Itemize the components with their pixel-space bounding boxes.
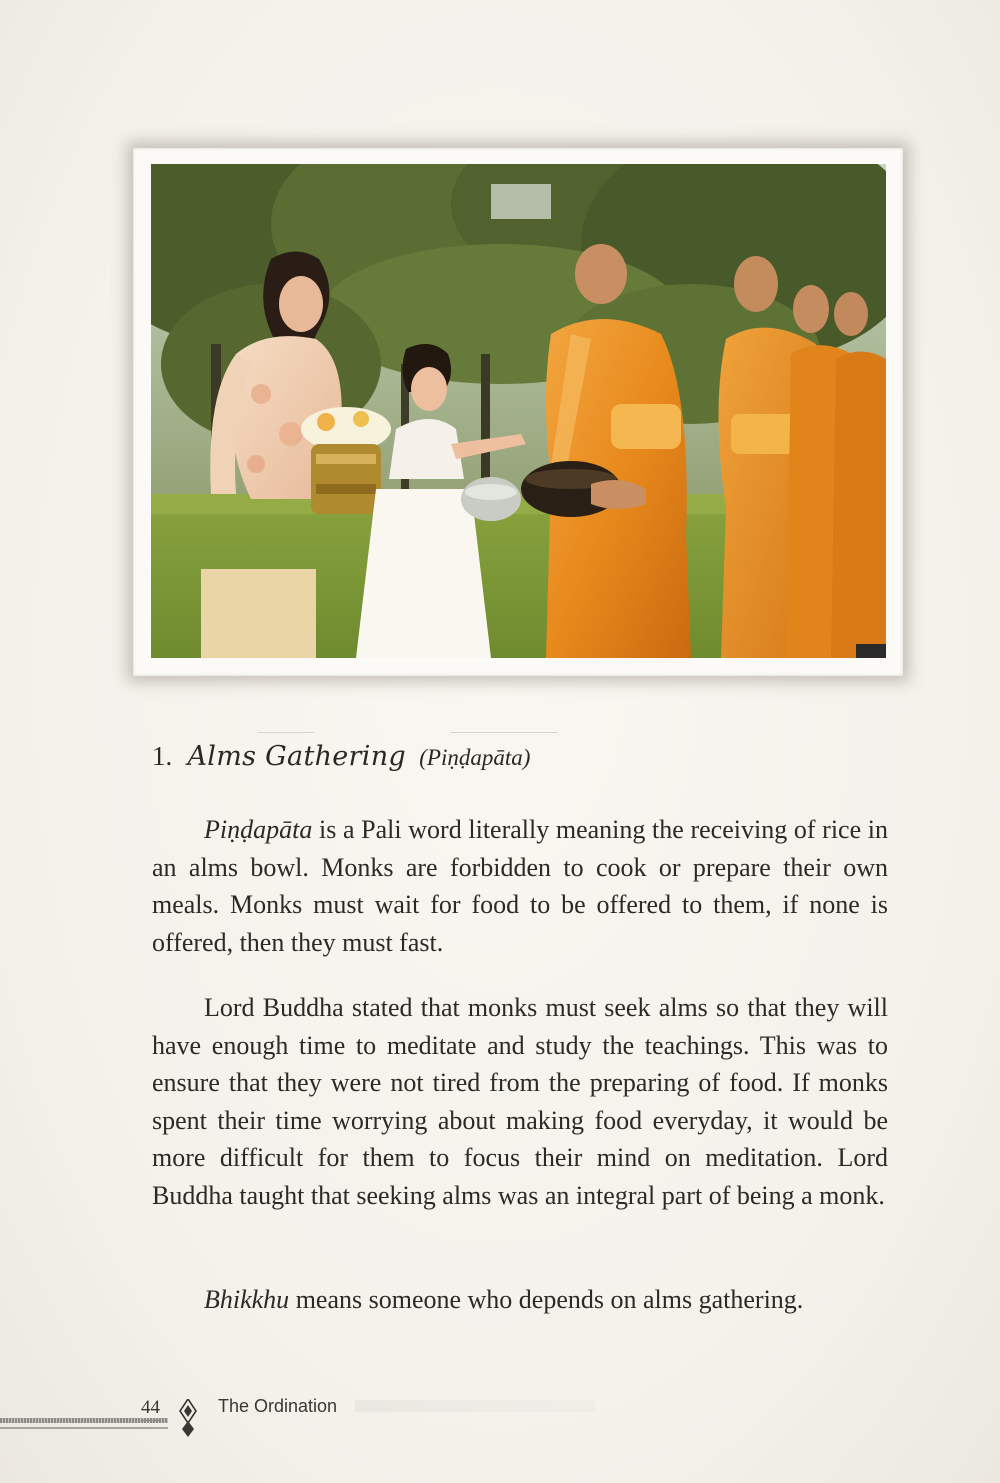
paragraph-2 <box>152 989 888 1215</box>
pali-term-pindapata: Piṇḍapāta <box>204 815 313 844</box>
diamond-ornament-icon <box>178 1399 198 1437</box>
page-number: 44 <box>141 1397 160 1421</box>
heading-number: 1. <box>152 741 173 771</box>
heading-rule-left <box>258 732 314 733</box>
heading-title: Alms Gathering <box>187 741 406 772</box>
paragraph-1 <box>152 811 888 961</box>
show-through-text <box>355 1400 595 1412</box>
paragraph-2-text: Lord Buddha stated that monks must seek alms so that they will have enough time to meditate and study the teachings. This was to ensure that they were not tired from the preparing of food. If monks spent their time worrying about making food everyday, it would be more difficult for them to focus their mind on meditation. Lord Buddha taught that seeking alms was an integral part of being a monk. <box>152 993 888 1210</box>
heading-pali-term: (Piṇḍapāta) <box>419 745 531 770</box>
alms-offering-photo <box>151 164 886 658</box>
pali-term-bhikkhu: Bhikkhu <box>204 1285 290 1314</box>
footer-rule-lower <box>0 1427 168 1429</box>
heading-rule-right <box>450 732 558 733</box>
paragraph-1-text: is a Pali word literally meaning the receiving of rice in an alms bowl. Monks are forbidden to cook or prepare their own meals. Monks must wait for food to be offered to them, if none is offered, then they must fast. <box>152 815 888 957</box>
running-section-title: The Ordination <box>218 1396 338 1416</box>
paragraph-3-text: means someone who depends on alms gathering. <box>289 1285 804 1314</box>
photo-frame <box>133 148 903 676</box>
paragraph-3 <box>152 1281 888 1319</box>
section-heading <box>152 740 852 773</box>
